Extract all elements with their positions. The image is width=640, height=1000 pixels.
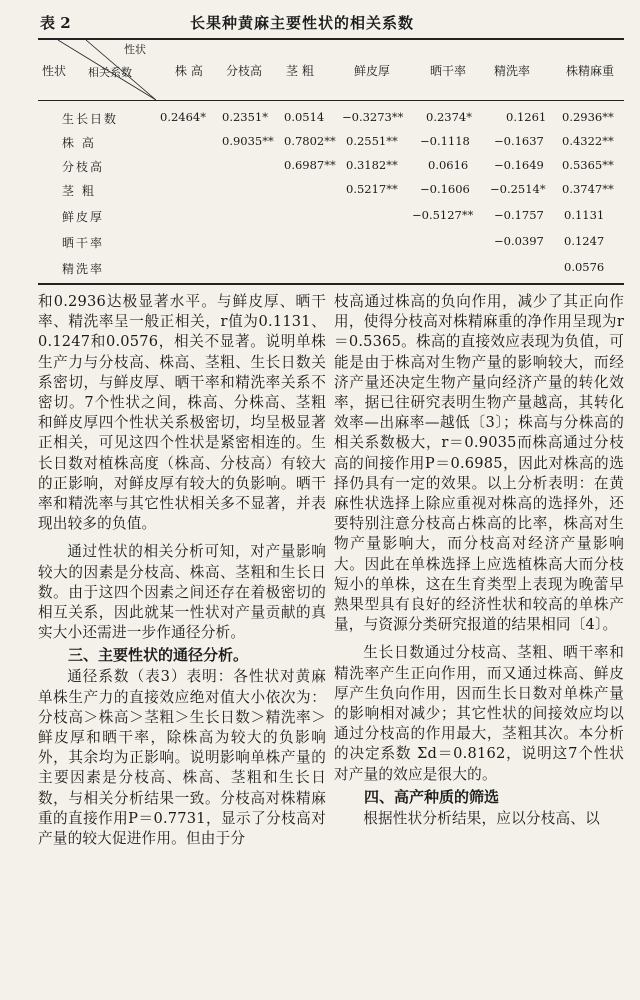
table-cell: 0.5217** <box>346 182 398 196</box>
table-diagonal-header <box>38 40 156 100</box>
paragraph: 通径系数（表3）表明：各性状对黄麻单株生产力的直接效应绝对值大小依次为：分枝高＞株高＞茎粗＞生长日数＞精洗率＞鲜皮厚和晒干率，除株高为较大的负影响外，其余均为正影响。说明影响单株产量的主要因素是分枝高、株高、茎粗和生长日数，与相关分析结果一致。分枝高对株精麻重的直接作用P＝0.7731，显示了分枝高对产量的较大促进作用。但由于分 <box>38 668 326 848</box>
right-text-column <box>334 292 624 829</box>
row-head-plant-height: 株 高 <box>62 136 96 150</box>
table-cell: −0.5127** <box>412 208 474 222</box>
table-cell: 0.0616 <box>428 158 469 172</box>
table-cell: 0.5365** <box>562 158 614 172</box>
table-cell: 0.6987** <box>284 158 336 172</box>
table-cell: −0.2514* <box>490 182 546 196</box>
paragraph: 生长日数通过分枝高、茎粗、晒干率和精洗率产生正向作用，而又通过株高、鲜皮厚产生负向作用，因而生长日数对单株产量的影响相对减少；其它性状的间接效应均以通过分枝高的作用最大，茎粗其次。本分析的决定系数 Σd＝0.8162，说明这7个性状对产量的效应是很大的。 <box>334 644 624 783</box>
table-cell: −0.1757 <box>494 208 544 222</box>
table-cell: 0.2464* <box>160 110 206 124</box>
table-bottom-rule <box>38 283 624 285</box>
table-cell: 0.0514 <box>284 110 325 124</box>
col-head-refining-rate: 精洗率 <box>494 64 531 78</box>
table-cell: −0.1637 <box>494 134 544 148</box>
diagonal-header-mid: 相关系数 <box>88 66 132 79</box>
diagonal-header-top: 性状 <box>124 43 146 56</box>
paragraph: 和0.2936达极显著水平。与鲜皮厚、晒干率、精洗率呈一般正相关，r值为0.1131、0.1247和0.0576，相关不显著。说明单株生产力与分枝高、株高、茎粗、生长日数关系密切，与鲜皮厚、晒干率和精洗率关系不密切。7个性状之间，株高、分株高、茎粗和鲜皮厚四个性状关系极密切，均呈极显著正相关，可见这四个性状是紧密相连的。生长日数对植株高度（株高、分枝高）有较大的正影响，对鲜皮厚有较大的负影响。晒干率和精洗率与其它性状相关多不显著，并表现出较多的负值。 <box>38 293 326 533</box>
row-head-stem-diameter: 茎 粗 <box>62 184 96 198</box>
table-cell: −0.1649 <box>494 158 544 172</box>
col-head-fiber-weight: 株精麻重 <box>566 64 615 78</box>
table-cell: 0.1131 <box>564 208 605 222</box>
col-head-branch-height: 分枝高 <box>226 64 263 78</box>
section-heading: 四、高产种质的筛选 <box>364 787 500 806</box>
row-head-drying-rate: 晒干率 <box>62 236 105 250</box>
col-head-stem-diameter: 茎 粗 <box>286 64 314 78</box>
table-cell: −0.1118 <box>420 134 470 148</box>
section-heading: 三、主要性状的通径分析。 <box>68 646 249 665</box>
table-cell: 0.2374* <box>426 110 472 124</box>
diagonal-header-left: 性状 <box>42 64 67 78</box>
paragraph: 枝高通过株高的负向作用，减少了其正向作用，使得分枝高对株精麻重的净作用呈现为r＝0.5365。株高的直接效应表现为负值，可能是由于株高对生物产量的影响较大，而经济产量还决定生物产量向经济产量的转化效率，据已往研究表明生物产量越高，其转化效率—出麻率—越低〔3〕；株高与分株高的相关系数极大，r＝0.9035而株高通过分枝高的间接作用P＝0.6985，因此对株高的选择仍具有一定的效果。以上分析表明：在黄麻性状选择上除应重视对株高的选择外，还要特别注意分枝高占株高的比率，株高对生物产量影响大，而分枝高对经济产量影响大。因此在单株选择上应选植株高大而分枝短小的单株，这在生育类型上表现为晚蕾早熟果型具有良好的经济性状和较高的单株产量，与资源分类研究报道的结果相同〔4〕。 <box>334 293 624 634</box>
table-cell: 0.0576 <box>564 260 605 274</box>
table-cell: 0.2936** <box>562 110 614 124</box>
table-header-rule <box>38 100 624 101</box>
col-head-bark-thickness: 鲜皮厚 <box>354 64 391 78</box>
table-caption <box>40 10 620 34</box>
table-cell: 0.3182** <box>346 158 398 172</box>
table-cell: 0.2351* <box>222 110 268 124</box>
table-cell: 0.1261 <box>506 110 547 124</box>
table-cell: 0.2551** <box>346 134 398 148</box>
col-head-drying-rate: 晒干率 <box>430 64 467 78</box>
col-head-plant-height: 株 高 <box>175 64 203 78</box>
table-cell: −0.3273** <box>342 110 404 124</box>
table-cell: 0.1247 <box>564 234 605 248</box>
row-head-bark-thickness: 鲜皮厚 <box>62 210 105 224</box>
table-cell: 0.4322** <box>562 134 614 148</box>
row-head-growth-days: 生长日数 <box>62 112 119 126</box>
paragraph: 通过性状的相关分析可知，对产量影响较大的因素是分枝高、株高、茎粗和生长日数。由于这四个因素之间还存在着极密切的相互关系，因此就某一性状对产量贡献的真实大小还需进一步作通径分析。 <box>38 543 326 642</box>
paragraph: 根据性状分析结果，应以分枝高、以 <box>363 809 600 827</box>
table-cell: 0.3747** <box>562 182 614 196</box>
row-head-branch-height: 分枝高 <box>62 160 105 174</box>
table-cell: −0.0397 <box>494 234 544 248</box>
table-cell: −0.1606 <box>420 182 470 196</box>
left-text-column <box>38 292 326 849</box>
row-head-refining-rate: 精洗率 <box>62 262 105 276</box>
table-label: 表 2 <box>40 14 71 32</box>
table-cell: 0.7802** <box>284 134 336 148</box>
table-cell: 0.9035** <box>222 134 274 148</box>
table-title: 长果种黄麻主要性状的相关系数 <box>190 14 415 32</box>
